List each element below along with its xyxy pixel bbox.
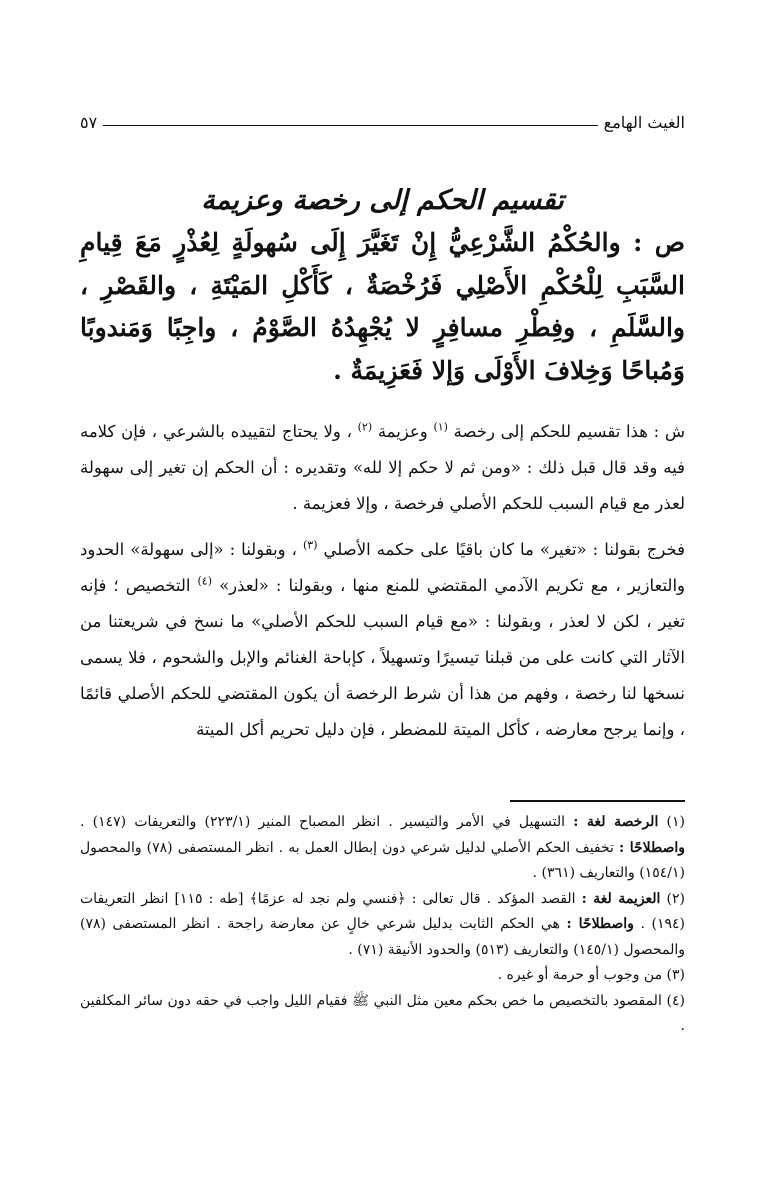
footnote-text: المقصود بالتخصيص ما خص بحكم معين مثل النبي ﷺ فقيام الليل واجب في حقه دون سائر المكلفين . [80, 992, 685, 1034]
running-header [80, 110, 685, 132]
commentary-paragraph-2 [80, 532, 685, 748]
footnote-term: واصطلاحًا : [566, 916, 634, 932]
page-number: ٥٧ [80, 113, 98, 132]
header-rule [103, 125, 597, 126]
footnote-term: العزيمة لغة : [581, 890, 661, 907]
commentary [80, 414, 685, 748]
commentary-text: ، ولا يحتاج لتقييده بالشرعي ، فإن كلامه فيه وقد قال قبل ذلك : «ومن ثم لا حكم إلا لله» وتقديره : أن الحكم إن تغير إلى سهولة لعذر مع قيام السبب للحكم الأصلي فرخصة ، وإلا فعزيمة . [80, 422, 685, 513]
footnote-2 [80, 887, 685, 964]
footnote-text: تخفيف الحكم الأصلي لدليل شرعي دون إبطال العمل به . انظر المستصفى (٧٨) والمحصول (١٥٤/١) والتعاريف (٣٦١) . [80, 839, 685, 881]
footnote-separator [510, 800, 685, 802]
commentary-text: التخصيص ؛ فإنه تغير ، لكن لا لعذر ، وبقولنا : «مع قيام السبب للحكم الأصلي» ما نسخ في شريعتنا من الآثار التي كانت على من قبلنا تيسيرًا وتسهيلاً ، كإباحة الغنائم والإبل والشحوم ، فلا يسمى نسخها لنا رخصة ، وفهم من هذا أن شرط الرخصة أن يكون المقتضي للحكم الأصلي قائمًا ، وإنما يرجح معارضه ، كأكل الميتة للمضطر ، فإن دليل تحريم أكل الميتة [80, 576, 685, 739]
footnote-number: (٢) [666, 890, 686, 907]
commentary-text: فخرج بقولنا : «تغير» ما كان باقيًا على حكمه الأصلي [323, 540, 685, 559]
chapter-title: تقسيم الحكم إلى رخصة وعزيمة [201, 185, 564, 216]
footnote-1 [80, 810, 685, 887]
footnote-ref-3[interactable]: (٣) [302, 538, 318, 552]
commentary-text: وعزيمة [377, 422, 428, 441]
footnote-number: (٣) [666, 967, 685, 983]
footnote-text: التسهيل في الأمر والتيسير . انظر المصباح المنير (٢٢٣/١) والتعريفات (١٤٧) . [80, 814, 566, 830]
footnotes [80, 810, 685, 1040]
footnote-3 [80, 963, 685, 989]
footnote-ref-2[interactable]: (٢) [357, 420, 373, 434]
footnote-term: واصطلاحًا : [619, 839, 685, 856]
footnote-ref-4[interactable]: (٤) [197, 574, 213, 588]
footnote-term: الرخصة لغة : [573, 814, 659, 830]
footnote-number: (١) [666, 814, 686, 830]
commentary-text: ش : هذا تقسيم للحكم إلى رخصة [453, 422, 686, 441]
footnote-text: من وجوب أو حرمة أو غيره . [497, 967, 663, 983]
footnote-4 [80, 989, 685, 1040]
commentary-text: ، وبقولنا : «إلى سهولة» الحدود والتعازير ، مع تكريم الآدمي المقتضي للمنع منها ، وبقولنا : «لعذر» [80, 540, 685, 595]
matn-text: ص : والحُكْمُ الشَّرْعِيُّ إِنْ تَغَيَّرَ إِلَى سُهولَةٍ لِعُذْرٍ مَعَ قِيامِ السَّبَبِ لِلْحُكْمِ الأَصْلِي فَرُخْصَةٌ ، كَأَكْلِ المَيْتَةِ ، والقَصْرِ ، والسَّلَمِ ، وفِطْرِ مسافِرٍ لا يُجْهِدُهُ الصَّوْمُ ، واجِبًا وَمَندوبًا وَمُباحًا وَخِلافَ الأَوْلَى وَإلا فَعَزِيمَةٌ . [80, 228, 685, 385]
footnote-text: هي الحكم الثابت بدليل شرعي خالٍ عن معارضة راجحة . انظر المستصفى (٧٨) والمحصول (١٤٥/١) والتعاريف (٥١٣) والحدود الأنيقة (٧١) . [80, 916, 685, 958]
footnote-ref-1[interactable]: (١) [433, 420, 448, 434]
footnote-text: القصد المؤكد . قال تعالى : ﴿فنسي ولم نجد له عزمًا﴾ [طه : ١١٥] انظر التعريفات (١٩٤) . [80, 890, 686, 932]
running-title: الغيث الهامع [603, 113, 685, 132]
footnote-number: (٤) [666, 992, 685, 1009]
commentary-paragraph-1 [80, 414, 685, 522]
book-page [80, 110, 685, 1150]
